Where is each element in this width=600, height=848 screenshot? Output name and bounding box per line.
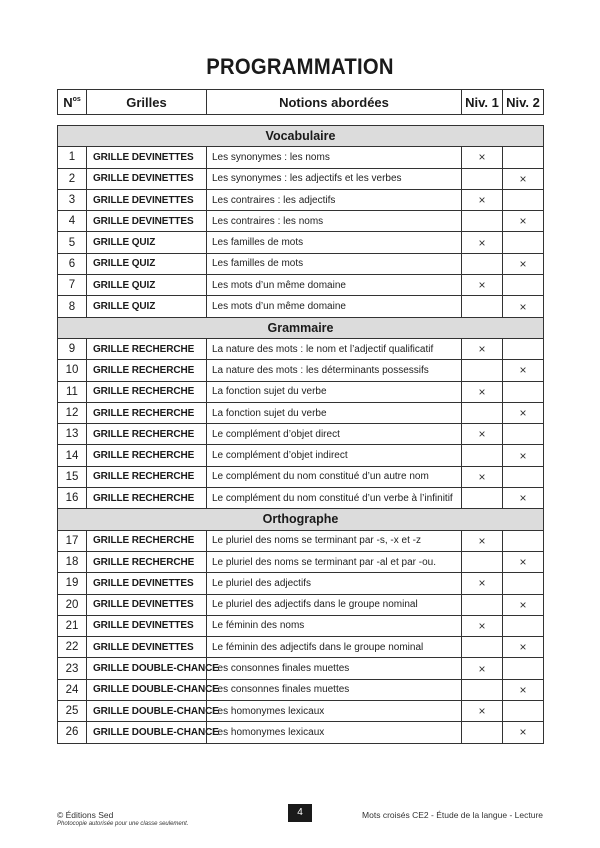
notion: Le pluriel des noms se terminant par -s, -x et -z [207, 530, 462, 551]
table-row [58, 253, 544, 274]
header-niv2: Niv. 2 [503, 90, 544, 115]
niv1-mark [462, 296, 503, 317]
niv1-mark: × [462, 147, 503, 168]
grille-type: GRILLE DEVINETTES [87, 168, 207, 189]
niv1-mark: × [462, 466, 503, 487]
table-row [58, 594, 544, 615]
notion: Les homonymes lexicaux [207, 701, 462, 722]
row-number: 22 [58, 637, 87, 658]
row-number: 6 [58, 253, 87, 274]
publisher: © Éditions Sed [57, 810, 114, 820]
grille-type: GRILLE RECHERCHE [87, 402, 207, 423]
niv2-mark: × [503, 402, 544, 423]
row-number: 4 [58, 211, 87, 232]
row-number: 26 [58, 722, 87, 743]
notion: Le féminin des noms [207, 615, 462, 636]
grille-type: GRILLE DOUBLE-CHANCE [87, 658, 207, 679]
row-number: 16 [58, 488, 87, 509]
table-row [58, 445, 544, 466]
table-row [58, 637, 544, 658]
niv1-mark [462, 679, 503, 700]
row-number: 25 [58, 701, 87, 722]
notion: Le pluriel des noms se terminant par -al et par -ou. [207, 551, 462, 572]
niv2-mark [503, 381, 544, 402]
copyright-note: Photocopie autorisée pour une classe seulement. [57, 821, 189, 827]
notion: La fonction sujet du verbe [207, 381, 462, 402]
row-number: 11 [58, 381, 87, 402]
niv1-mark: × [462, 615, 503, 636]
section-header-row [58, 126, 544, 147]
notion: Le complément du nom constitué d’un autre nom [207, 466, 462, 487]
programme-table [57, 125, 544, 744]
niv2-mark: × [503, 253, 544, 274]
table-row [58, 573, 544, 594]
niv2-mark: × [503, 488, 544, 509]
section-header-row [58, 509, 544, 530]
notion: La nature des mots : les déterminants possessifs [207, 360, 462, 381]
header-table [57, 89, 544, 115]
niv1-mark [462, 551, 503, 572]
table-row [58, 296, 544, 317]
notion: Le pluriel des adjectifs dans le groupe nominal [207, 594, 462, 615]
niv2-mark [503, 189, 544, 210]
niv1-mark: × [462, 424, 503, 445]
table-row [58, 147, 544, 168]
grille-type: GRILLE DEVINETTES [87, 211, 207, 232]
row-number: 1 [58, 147, 87, 168]
row-number: 5 [58, 232, 87, 253]
notion: Le complément d’objet direct [207, 424, 462, 445]
section-title: Grammaire [58, 317, 544, 338]
notion: La fonction sujet du verbe [207, 402, 462, 423]
table-row [58, 530, 544, 551]
table-row [58, 551, 544, 572]
table-row [58, 360, 544, 381]
grille-type: GRILLE DOUBLE-CHANCE [87, 701, 207, 722]
grille-type: GRILLE DEVINETTES [87, 147, 207, 168]
table-row [58, 168, 544, 189]
table-row [58, 275, 544, 296]
grille-type: GRILLE DOUBLE-CHANCE [87, 679, 207, 700]
niv1-mark: × [462, 189, 503, 210]
niv1-mark: × [462, 381, 503, 402]
row-number: 17 [58, 530, 87, 551]
notion: La nature des mots : le nom et l’adjectif qualificatif [207, 338, 462, 359]
niv2-mark [503, 701, 544, 722]
table-row [58, 402, 544, 423]
niv1-mark: × [462, 530, 503, 551]
grille-type: GRILLE RECHERCHE [87, 381, 207, 402]
niv2-mark [503, 275, 544, 296]
niv2-mark: × [503, 360, 544, 381]
row-number: 2 [58, 168, 87, 189]
row-number: 7 [58, 275, 87, 296]
table-row [58, 615, 544, 636]
notion: Les consonnes finales muettes [207, 658, 462, 679]
notion: Les mots d’un même domaine [207, 275, 462, 296]
grille-type: GRILLE DEVINETTES [87, 637, 207, 658]
notion: Les synonymes : les adjectifs et les verbes [207, 168, 462, 189]
niv2-mark: × [503, 551, 544, 572]
table-row [58, 466, 544, 487]
page-number: 4 [288, 804, 312, 822]
row-number: 21 [58, 615, 87, 636]
section-header-row [58, 317, 544, 338]
niv2-mark: × [503, 445, 544, 466]
notion: Les synonymes : les noms [207, 147, 462, 168]
niv2-mark: × [503, 211, 544, 232]
grille-type: GRILLE QUIZ [87, 232, 207, 253]
notion: Le pluriel des adjectifs [207, 573, 462, 594]
niv1-mark [462, 637, 503, 658]
table-row [58, 424, 544, 445]
table-row [58, 701, 544, 722]
niv1-mark: × [462, 232, 503, 253]
notion: Les contraires : les noms [207, 211, 462, 232]
section-title: Vocabulaire [58, 126, 544, 147]
table-row [58, 381, 544, 402]
table-row [58, 338, 544, 359]
row-number: 15 [58, 466, 87, 487]
niv1-mark: × [462, 573, 503, 594]
notion: Les consonnes finales muettes [207, 679, 462, 700]
niv1-mark: × [462, 658, 503, 679]
grille-type: GRILLE RECHERCHE [87, 360, 207, 381]
niv2-mark [503, 232, 544, 253]
grille-type: GRILLE RECHERCHE [87, 424, 207, 445]
niv2-mark [503, 573, 544, 594]
grille-type: GRILLE RECHERCHE [87, 488, 207, 509]
niv2-mark [503, 658, 544, 679]
header-grilles: Grilles [87, 90, 207, 115]
niv1-mark [462, 211, 503, 232]
notion: Le complément du nom constitué d’un verbe à l’infinitif [207, 488, 462, 509]
niv2-mark: × [503, 722, 544, 743]
row-number: 18 [58, 551, 87, 572]
header-num: $N^{os}$ [58, 90, 87, 115]
table-row [58, 658, 544, 679]
header-notions: Notions abordées [207, 90, 462, 115]
footer-publisher-block [57, 810, 188, 827]
niv1-mark [462, 722, 503, 743]
row-number: 12 [58, 402, 87, 423]
row-number: 24 [58, 679, 87, 700]
niv2-mark: × [503, 168, 544, 189]
grille-type: GRILLE DEVINETTES [87, 189, 207, 210]
niv1-mark [462, 360, 503, 381]
grille-type: GRILLE QUIZ [87, 275, 207, 296]
grille-type: GRILLE DEVINETTES [87, 594, 207, 615]
page-title: PROGRAMMATION [206, 54, 394, 79]
section-title: Orthographe [58, 509, 544, 530]
niv1-mark: × [462, 275, 503, 296]
grille-type: GRILLE DOUBLE-CHANCE [87, 722, 207, 743]
niv1-mark [462, 402, 503, 423]
notion: Les contraires : les adjectifs [207, 189, 462, 210]
niv2-mark [503, 424, 544, 445]
niv2-mark [503, 530, 544, 551]
niv2-mark: × [503, 679, 544, 700]
row-number: 9 [58, 338, 87, 359]
niv1-mark [462, 594, 503, 615]
row-number: 19 [58, 573, 87, 594]
row-number: 3 [58, 189, 87, 210]
row-number: 13 [58, 424, 87, 445]
table-row [58, 488, 544, 509]
niv1-mark [462, 488, 503, 509]
niv2-mark [503, 147, 544, 168]
grille-type: GRILLE QUIZ [87, 253, 207, 274]
table-row [58, 189, 544, 210]
notion: Les familles de mots [207, 253, 462, 274]
row-number: 10 [58, 360, 87, 381]
niv1-mark: × [462, 338, 503, 359]
grille-type: GRILLE RECHERCHE [87, 445, 207, 466]
grille-type: GRILLE QUIZ [87, 296, 207, 317]
table-row [58, 232, 544, 253]
grille-type: GRILLE DEVINETTES [87, 573, 207, 594]
notion: Les mots d’un même domaine [207, 296, 462, 317]
book-title: Mots croisés CE2 - Étude de la langue - Lecture [362, 810, 543, 820]
niv1-mark [462, 445, 503, 466]
grille-type: GRILLE DEVINETTES [87, 615, 207, 636]
niv2-mark [503, 338, 544, 359]
notion: Les homonymes lexicaux [207, 722, 462, 743]
table-row [58, 679, 544, 700]
niv1-mark [462, 168, 503, 189]
niv1-mark [462, 253, 503, 274]
grille-type: GRILLE RECHERCHE [87, 551, 207, 572]
row-number: 14 [58, 445, 87, 466]
niv1-mark: × [462, 701, 503, 722]
niv2-mark [503, 466, 544, 487]
notion: Le féminin des adjectifs dans le groupe nominal [207, 637, 462, 658]
row-number: 20 [58, 594, 87, 615]
table-row [58, 211, 544, 232]
notion: Les familles de mots [207, 232, 462, 253]
niv2-mark: × [503, 594, 544, 615]
grille-type: GRILLE RECHERCHE [87, 338, 207, 359]
table-row [58, 722, 544, 743]
grille-type: GRILLE RECHERCHE [87, 466, 207, 487]
niv2-mark: × [503, 637, 544, 658]
header-niv1: Niv. 1 [462, 90, 503, 115]
row-number: 23 [58, 658, 87, 679]
niv2-mark: × [503, 296, 544, 317]
notion: Le complément d’objet indirect [207, 445, 462, 466]
grille-type: GRILLE RECHERCHE [87, 530, 207, 551]
niv2-mark [503, 615, 544, 636]
row-number: 8 [58, 296, 87, 317]
